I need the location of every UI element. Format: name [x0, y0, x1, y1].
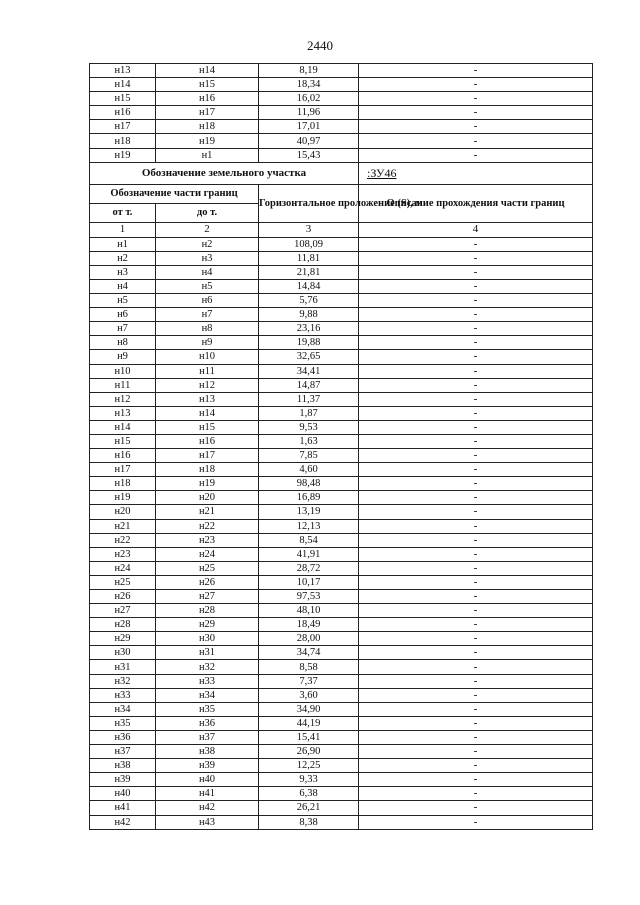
distance-cell: 48,10 — [259, 604, 359, 618]
boundary-rows — [90, 237, 593, 829]
from-point-cell: н17 — [90, 120, 156, 134]
table-row — [90, 420, 593, 434]
table-row — [90, 120, 593, 134]
to-point-cell: н27 — [156, 590, 259, 604]
description-cell: - — [359, 294, 593, 308]
to-point-cell: н21 — [156, 505, 259, 519]
to-point-cell: н37 — [156, 730, 259, 744]
distance-cell: 4,60 — [259, 463, 359, 477]
description-cell: - — [359, 406, 593, 420]
to-point-cell: н12 — [156, 378, 259, 392]
to-point-cell: н8 — [156, 322, 259, 336]
previous-plot-rows — [90, 64, 593, 163]
to-point-cell: н14 — [156, 64, 259, 78]
from-point-cell: н16 — [90, 449, 156, 463]
description-cell: - — [359, 730, 593, 744]
table-row — [90, 716, 593, 730]
from-point-cell: н13 — [90, 64, 156, 78]
from-point-cell: н6 — [90, 308, 156, 322]
description-cell: - — [359, 604, 593, 618]
page-number: 2440 — [307, 38, 333, 53]
distance-cell: 5,76 — [259, 294, 359, 308]
description-cell: - — [359, 547, 593, 561]
to-point-cell: н28 — [156, 604, 259, 618]
distance-cell: 28,72 — [259, 561, 359, 575]
distance-cell: 40,97 — [259, 134, 359, 148]
table-row — [90, 64, 593, 78]
from-point-cell: н9 — [90, 350, 156, 364]
distance-cell: 32,65 — [259, 350, 359, 364]
to-point-cell: н2 — [156, 237, 259, 251]
description-cell: - — [359, 505, 593, 519]
to-point-cell: н30 — [156, 632, 259, 646]
to-point-cell: н16 — [156, 92, 259, 106]
description-cell: - — [359, 449, 593, 463]
from-point-cell: н8 — [90, 336, 156, 350]
from-point-cell: н29 — [90, 632, 156, 646]
to-point-cell: н11 — [156, 364, 259, 378]
distance-cell: 18,34 — [259, 78, 359, 92]
plot-designation-value: :ЗУ46 — [359, 162, 593, 184]
distance-cell: 34,41 — [259, 364, 359, 378]
distance-cell: 9,33 — [259, 773, 359, 787]
from-point-cell: н15 — [90, 92, 156, 106]
from-point-cell: н23 — [90, 547, 156, 561]
table-row — [90, 533, 593, 547]
from-point-cell: н35 — [90, 716, 156, 730]
from-point-cell: н41 — [90, 801, 156, 815]
description-cell: - — [359, 646, 593, 660]
description-cell: - — [359, 148, 593, 162]
description-cell: - — [359, 378, 593, 392]
from-point-cell: н25 — [90, 575, 156, 589]
table-row — [90, 92, 593, 106]
to-point-cell: н35 — [156, 702, 259, 716]
to-point-cell: н15 — [156, 420, 259, 434]
table-row — [90, 322, 593, 336]
description-cell: - — [359, 134, 593, 148]
from-point-cell: н12 — [90, 392, 156, 406]
to-point-cell: н20 — [156, 491, 259, 505]
from-point-cell: н40 — [90, 787, 156, 801]
table-row — [90, 505, 593, 519]
from-point-cell: н24 — [90, 561, 156, 575]
distance-cell: 7,85 — [259, 449, 359, 463]
description-cell: - — [359, 491, 593, 505]
distance-cell: 28,00 — [259, 632, 359, 646]
distance-cell: 11,81 — [259, 251, 359, 265]
to-point-cell: н31 — [156, 646, 259, 660]
distance-cell: 1,87 — [259, 406, 359, 420]
to-point-cell: н41 — [156, 787, 259, 801]
distance-cell: 8,54 — [259, 533, 359, 547]
from-point-cell: н26 — [90, 590, 156, 604]
to-point-cell: н26 — [156, 575, 259, 589]
distance-cell: 16,89 — [259, 491, 359, 505]
distance-cell: 8,19 — [259, 64, 359, 78]
description-cell: - — [359, 78, 593, 92]
table-row — [90, 237, 593, 251]
table-row — [90, 434, 593, 448]
to-point-cell: н17 — [156, 106, 259, 120]
to-point-cell: н23 — [156, 533, 259, 547]
table-row — [90, 787, 593, 801]
from-point-cell: н2 — [90, 251, 156, 265]
distance-cell: 9,88 — [259, 308, 359, 322]
to-point-cell: н9 — [156, 336, 259, 350]
from-point-cell: н10 — [90, 364, 156, 378]
to-point-header: до т. — [156, 203, 259, 222]
distance-cell: 19,88 — [259, 336, 359, 350]
table-row — [90, 561, 593, 575]
from-point-cell: н27 — [90, 604, 156, 618]
description-cell: - — [359, 533, 593, 547]
from-point-cell: н18 — [90, 134, 156, 148]
to-point-cell: н15 — [156, 78, 259, 92]
table-row — [90, 378, 593, 392]
from-point-cell: н20 — [90, 505, 156, 519]
table-row — [90, 745, 593, 759]
table-row — [90, 519, 593, 533]
plot-header — [90, 162, 593, 237]
description-cell: - — [359, 688, 593, 702]
table-row — [90, 604, 593, 618]
distance-cell: 6,38 — [259, 787, 359, 801]
table-row — [90, 759, 593, 773]
column-number: 3 — [259, 222, 359, 237]
to-point-cell: н10 — [156, 350, 259, 364]
distance-cell: 11,96 — [259, 106, 359, 120]
from-point-cell: н18 — [90, 477, 156, 491]
description-cell: - — [359, 336, 593, 350]
to-point-cell: н4 — [156, 265, 259, 279]
to-point-cell: н39 — [156, 759, 259, 773]
column-number: 4 — [359, 222, 593, 237]
distance-cell: 14,87 — [259, 378, 359, 392]
description-cell: - — [359, 237, 593, 251]
distance-cell: 16,02 — [259, 92, 359, 106]
to-point-cell: н19 — [156, 134, 259, 148]
distance-cell: 12,25 — [259, 759, 359, 773]
description-cell: - — [359, 434, 593, 448]
table-row — [90, 134, 593, 148]
from-point-cell: н30 — [90, 646, 156, 660]
column-numbering-row — [90, 222, 593, 237]
description-cell: - — [359, 392, 593, 406]
distance-cell: 34,74 — [259, 646, 359, 660]
from-point-cell: н31 — [90, 660, 156, 674]
to-point-cell: н5 — [156, 279, 259, 293]
distance-cell: 23,16 — [259, 322, 359, 336]
to-point-cell: н13 — [156, 392, 259, 406]
table-row — [90, 815, 593, 829]
distance-cell: 12,13 — [259, 519, 359, 533]
description-cell: - — [359, 759, 593, 773]
from-point-cell: н14 — [90, 78, 156, 92]
description-cell: - — [359, 773, 593, 787]
from-point-cell: н5 — [90, 294, 156, 308]
distance-cell: 26,90 — [259, 745, 359, 759]
table-row — [90, 773, 593, 787]
from-point-cell: н11 — [90, 378, 156, 392]
to-point-cell: н38 — [156, 745, 259, 759]
description-cell: - — [359, 265, 593, 279]
description-cell: - — [359, 519, 593, 533]
distance-cell: 13,19 — [259, 505, 359, 519]
table-row — [90, 406, 593, 420]
to-point-cell: н6 — [156, 294, 259, 308]
distance-cell: 8,38 — [259, 815, 359, 829]
to-point-cell: н29 — [156, 618, 259, 632]
description-cell: - — [359, 92, 593, 106]
description-cell: - — [359, 660, 593, 674]
distance-cell: 3,60 — [259, 688, 359, 702]
from-point-cell: н13 — [90, 406, 156, 420]
from-point-cell: н7 — [90, 322, 156, 336]
to-point-cell: н42 — [156, 801, 259, 815]
to-point-cell: н34 — [156, 688, 259, 702]
description-cell: - — [359, 716, 593, 730]
table-row — [90, 294, 593, 308]
description-cell: - — [359, 420, 593, 434]
table-row — [90, 590, 593, 604]
distance-cell: 44,19 — [259, 716, 359, 730]
distance-cell: 108,09 — [259, 237, 359, 251]
description-cell: - — [359, 632, 593, 646]
distance-cell: 15,41 — [259, 730, 359, 744]
description-cell: - — [359, 575, 593, 589]
from-point-cell: н15 — [90, 434, 156, 448]
to-point-cell: н19 — [156, 477, 259, 491]
from-point-cell: н16 — [90, 106, 156, 120]
from-point-cell: н22 — [90, 533, 156, 547]
distance-cell: 11,37 — [259, 392, 359, 406]
table-row — [90, 449, 593, 463]
to-point-cell: н25 — [156, 561, 259, 575]
description-cell: - — [359, 787, 593, 801]
table-row — [90, 78, 593, 92]
distance-cell: 9,53 — [259, 420, 359, 434]
description-cell: - — [359, 618, 593, 632]
from-point-cell: н42 — [90, 815, 156, 829]
to-point-cell: н14 — [156, 406, 259, 420]
from-point-cell: н17 — [90, 463, 156, 477]
from-point-cell: н34 — [90, 702, 156, 716]
to-point-cell: н36 — [156, 716, 259, 730]
distance-cell: 15,43 — [259, 148, 359, 162]
distance-cell: 26,21 — [259, 801, 359, 815]
table-row — [90, 547, 593, 561]
from-point-cell: н3 — [90, 265, 156, 279]
distance-cell: 34,90 — [259, 702, 359, 716]
table-row — [90, 308, 593, 322]
table-row — [90, 148, 593, 162]
to-point-cell: н7 — [156, 308, 259, 322]
description-cell: - — [359, 350, 593, 364]
table-row — [90, 106, 593, 120]
distance-cell: 10,17 — [259, 575, 359, 589]
description-cell: - — [359, 561, 593, 575]
distance-cell: 41,91 — [259, 547, 359, 561]
table-row — [90, 491, 593, 505]
table-row — [90, 688, 593, 702]
table-row — [90, 350, 593, 364]
table-row — [90, 265, 593, 279]
description-cell: - — [359, 322, 593, 336]
from-point-cell: н37 — [90, 745, 156, 759]
distance-cell: 18,49 — [259, 618, 359, 632]
to-point-cell: н3 — [156, 251, 259, 265]
boundary-part-header: Обозначение части границ — [90, 184, 259, 203]
table-row — [90, 632, 593, 646]
to-point-cell: н17 — [156, 449, 259, 463]
from-point-cell: н38 — [90, 759, 156, 773]
to-point-cell: н43 — [156, 815, 259, 829]
description-cell: - — [359, 590, 593, 604]
description-cell: - — [359, 106, 593, 120]
from-point-cell: н36 — [90, 730, 156, 744]
description-cell: - — [359, 120, 593, 134]
table-row — [90, 702, 593, 716]
description-cell: - — [359, 745, 593, 759]
distance-cell: 98,48 — [259, 477, 359, 491]
from-point-cell: н19 — [90, 491, 156, 505]
from-point-cell: н32 — [90, 674, 156, 688]
to-point-cell: н24 — [156, 547, 259, 561]
from-point-cell: н39 — [90, 773, 156, 787]
distance-cell: 21,81 — [259, 265, 359, 279]
distance-cell: 1,63 — [259, 434, 359, 448]
description-cell: - — [359, 64, 593, 78]
table-row — [90, 477, 593, 491]
to-point-cell: н18 — [156, 463, 259, 477]
to-point-cell: н22 — [156, 519, 259, 533]
from-point-cell: н21 — [90, 519, 156, 533]
table-row — [90, 336, 593, 350]
table-row — [90, 674, 593, 688]
description-cell: - — [359, 801, 593, 815]
description-cell: - — [359, 308, 593, 322]
description-cell: - — [359, 702, 593, 716]
description-cell: - — [359, 815, 593, 829]
to-point-cell: н40 — [156, 773, 259, 787]
table-row — [90, 279, 593, 293]
to-point-cell: н1 — [156, 148, 259, 162]
plot-designation-row — [90, 162, 593, 184]
to-point-cell: н18 — [156, 120, 259, 134]
from-point-header: от т. — [90, 203, 156, 222]
description-cell: - — [359, 251, 593, 265]
table-row — [90, 392, 593, 406]
from-point-cell: н33 — [90, 688, 156, 702]
table-row — [90, 251, 593, 265]
distance-cell: 8,58 — [259, 660, 359, 674]
from-point-cell: н4 — [90, 279, 156, 293]
table-row — [90, 646, 593, 660]
description-cell: - — [359, 674, 593, 688]
distance-cell: 17,01 — [259, 120, 359, 134]
column-header-row — [90, 184, 593, 203]
from-point-cell: н14 — [90, 420, 156, 434]
from-point-cell: н19 — [90, 148, 156, 162]
distance-cell: 7,37 — [259, 674, 359, 688]
description-cell: - — [359, 477, 593, 491]
description-cell: - — [359, 364, 593, 378]
description-cell: - — [359, 463, 593, 477]
table-row — [90, 618, 593, 632]
table-row — [90, 463, 593, 477]
to-point-cell: н33 — [156, 674, 259, 688]
table-row — [90, 660, 593, 674]
distance-header: Горизонтальное проложение (S), м — [259, 184, 359, 222]
from-point-cell: н1 — [90, 237, 156, 251]
table-row — [90, 801, 593, 815]
plot-designation-label: Обозначение земельного участка — [90, 162, 359, 184]
table-row — [90, 364, 593, 378]
column-number: 2 — [156, 222, 259, 237]
distance-cell: 97,53 — [259, 590, 359, 604]
description-header: Описание прохождения части границ — [359, 184, 593, 222]
column-number: 1 — [90, 222, 156, 237]
description-cell: - — [359, 279, 593, 293]
distance-cell: 14,84 — [259, 279, 359, 293]
table-row — [90, 575, 593, 589]
from-point-cell: н28 — [90, 618, 156, 632]
to-point-cell: н32 — [156, 660, 259, 674]
boundary-table — [89, 63, 593, 830]
table-row — [90, 730, 593, 744]
to-point-cell: н16 — [156, 434, 259, 448]
